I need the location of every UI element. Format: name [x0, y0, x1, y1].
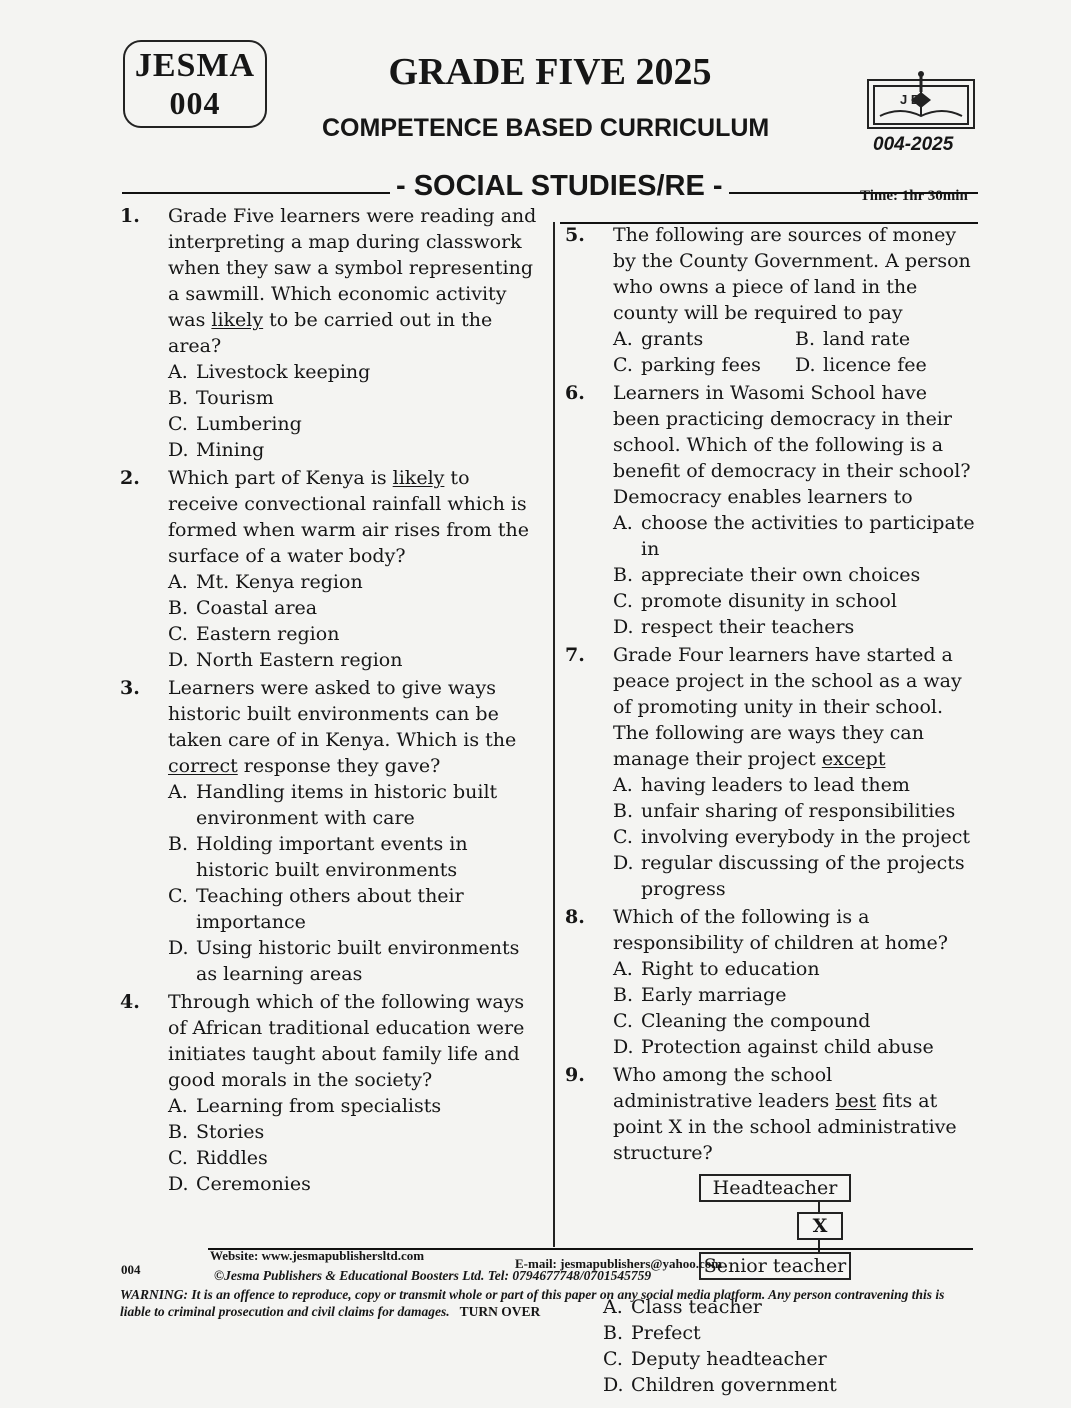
option-b[interactable]: B. Tourism	[168, 387, 274, 409]
question-stem: Through which of the following ways of African traditional education were initiates taught about family life and good morals in the society?	[168, 991, 525, 1091]
question-number: 7.	[565, 644, 585, 666]
question-stem: Learners were asked to give ways historic built environments can be taken care of in Kenya. Which is the correct response they gave?	[168, 677, 517, 777]
question-stem: Grade Five learners were reading and interpreting a map during classwork when they saw a symbol representing a sawmill. Which economic activity was likely to be carried out in the area?	[168, 205, 537, 357]
question-6	[565, 380, 977, 640]
option-a[interactable]: A. choose the activities to participate in	[613, 512, 975, 560]
option-a[interactable]: A. Handling items in historic built environment with care	[168, 781, 498, 829]
diagram-box-headteacher: Headteacher	[699, 1174, 851, 1202]
question-8	[565, 904, 977, 1060]
book-icon-letters: J B	[900, 92, 921, 107]
question-stem: Grade Four learners have started a peace project in the school as a way of promoting unity in their school. The following are ways they can manage their project except	[613, 644, 962, 770]
option-a[interactable]: A. Class teacher	[603, 1296, 762, 1318]
jesma-logo-box	[123, 40, 267, 128]
option-a[interactable]: A. having leaders to lead them	[613, 774, 910, 796]
right-column	[565, 222, 977, 1400]
option-b[interactable]: B. unfair sharing of responsibilities	[613, 800, 956, 822]
option-c[interactable]: C. Teaching others about their importance	[168, 885, 464, 933]
time-allowed: Time: 1hr 30min	[860, 188, 968, 204]
column-divider	[553, 222, 555, 1247]
question-stem: Which of the following is a responsibility of children at home?	[613, 906, 948, 954]
option-a[interactable]: A. Mt. Kenya region	[168, 571, 363, 593]
logo-line-2: 004	[169, 85, 221, 121]
question-stem: Learners in Wasomi School have been practicing democracy in their school. Which of the following is a benefit of democracy in their school? Democracy enables learners to	[613, 382, 971, 508]
option-a[interactable]: A. Learning from specialists	[168, 1095, 442, 1117]
option-b[interactable]: B. Stories	[168, 1121, 265, 1143]
footer-page-code: 004	[121, 1262, 141, 1277]
option-a[interactable]: A. Right to education	[613, 958, 820, 980]
question-4	[120, 989, 545, 1197]
footer-warning: WARNING: It is an offence to reproduce, copy or transmit whole or part of this paper on any social media platform. Any person contravening this is liable to criminal prosecution and civil claims for damages. TURN OVER	[120, 1287, 945, 1319]
option-b[interactable]: B. land rate	[795, 328, 911, 350]
question-number: 8.	[565, 906, 585, 928]
options-list	[613, 510, 977, 640]
question-number: 2.	[120, 467, 140, 489]
question-7	[565, 642, 977, 902]
administrative-structure-diagram	[613, 1172, 977, 1290]
options-list	[168, 359, 545, 463]
options-list	[613, 326, 977, 378]
question-3	[120, 675, 545, 987]
paper-code: 004-2025	[873, 134, 954, 155]
page-title: GRADE FIVE 2025	[388, 51, 712, 93]
page-subtitle: COMPETENCE BASED CURRICULUM	[322, 114, 770, 142]
question-number: 6.	[565, 382, 585, 404]
options-list	[613, 956, 977, 1060]
option-b[interactable]: B. Early marriage	[613, 984, 787, 1006]
question-stem: The following are sources of money by the County Government. A person who owns a piece of land in the county will be required to pay	[613, 224, 971, 324]
option-d[interactable]: D. Protection against child abuse	[613, 1036, 934, 1058]
footer-email: E-mail: jesmapublishers@yahoo.com	[515, 1256, 723, 1271]
question-2	[120, 465, 545, 673]
option-c[interactable]: C. Lumbering	[168, 413, 302, 435]
options-list	[613, 772, 977, 902]
diagram-box-x: X	[797, 1212, 843, 1240]
options-list	[168, 1093, 545, 1197]
option-d[interactable]: D. regular discussing of the projects progress	[613, 852, 965, 900]
question-9	[565, 1062, 977, 1398]
option-c[interactable]: C. Riddles	[168, 1147, 268, 1169]
turn-over-label: TURN OVER	[459, 1304, 541, 1319]
question-stem: Which part of Kenya is likely to receive convectional rainfall which is formed when warm air rises from the surface of a water body?	[168, 467, 529, 567]
option-d[interactable]: D. Children government	[603, 1374, 837, 1396]
question-stem: Who among the school administrative leaders best fits at point X in the school administrative structure?	[613, 1064, 957, 1164]
option-d[interactable]: D. respect their teachers	[613, 616, 855, 638]
option-d[interactable]: D. North Eastern region	[168, 649, 403, 671]
question-number: 5.	[565, 224, 585, 246]
options-list	[168, 569, 545, 673]
option-d[interactable]: D. licence fee	[795, 354, 927, 376]
question-number: 9.	[565, 1064, 585, 1086]
question-number: 1.	[120, 205, 140, 227]
question-number: 4.	[120, 991, 140, 1013]
option-c[interactable]: C. promote disunity in school	[613, 590, 897, 612]
logo-line-1: JESMA	[134, 47, 256, 84]
footer-copyright: ©Jesma Publishers & Educational Boosters Ltd. Tel: 0794677748/0701545759	[214, 1268, 652, 1283]
option-b[interactable]: B. appreciate their own choices	[613, 564, 921, 586]
option-a[interactable]: A. Livestock keeping	[168, 361, 371, 383]
diagram-box-senior-teacher: Senior teacher	[699, 1252, 851, 1280]
option-d[interactable]: D. Mining	[168, 439, 265, 461]
options-list	[168, 779, 545, 987]
option-d[interactable]: D. Using historic built environments as learning areas	[168, 937, 520, 985]
diagram-connector	[818, 1200, 820, 1212]
question-number: 3.	[120, 677, 140, 699]
option-d[interactable]: D. Ceremonies	[168, 1173, 311, 1195]
section-title: - SOCIAL STUDIES/RE -	[390, 170, 729, 203]
footer-website: Website: www.jesmapublishersltd.com	[210, 1248, 425, 1263]
question-5	[565, 222, 977, 378]
option-c[interactable]: C. parking fees	[613, 354, 761, 376]
option-b[interactable]: B. Holding important events in historic built environments	[168, 833, 468, 881]
question-1	[120, 203, 545, 463]
option-a[interactable]: A. grants	[613, 328, 704, 350]
left-column	[120, 203, 545, 1199]
option-c[interactable]: C. involving everybody in the project	[613, 826, 970, 848]
option-c[interactable]: C. Eastern region	[168, 623, 340, 645]
option-c[interactable]: C. Cleaning the compound	[613, 1010, 871, 1032]
option-c[interactable]: C. Deputy headteacher	[603, 1348, 827, 1370]
book-icon	[866, 70, 978, 132]
option-b[interactable]: B. Prefect	[603, 1322, 701, 1344]
option-b[interactable]: B. Coastal area	[168, 597, 318, 619]
